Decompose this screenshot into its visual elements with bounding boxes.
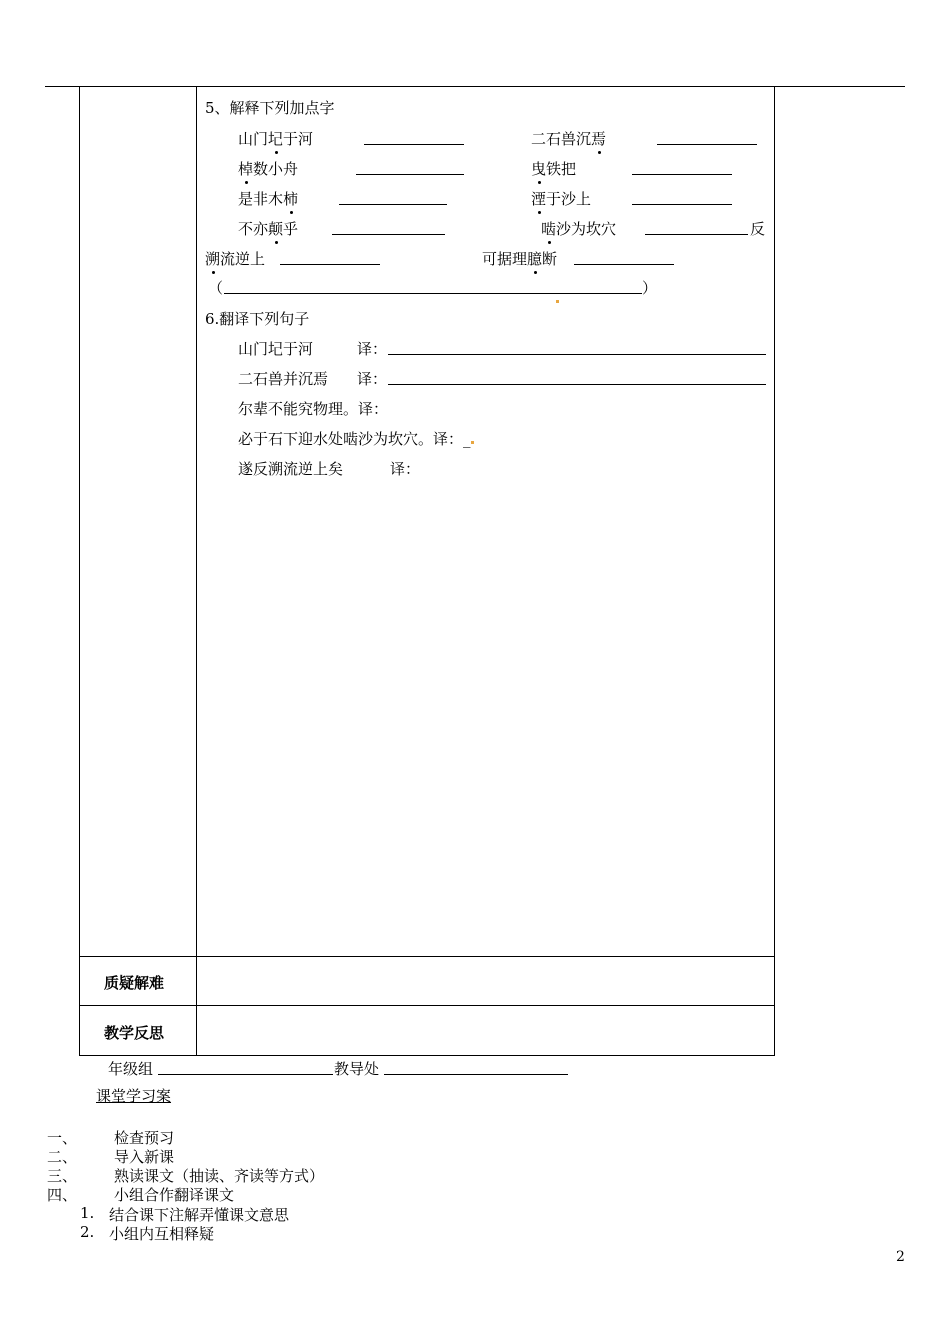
teaching-office-label: 教导处 — [334, 1060, 380, 1078]
table-row-divider — [79, 956, 775, 957]
step-text: 导入新课 — [114, 1148, 175, 1166]
edit-marker — [471, 441, 474, 444]
substep-number: 1. — [80, 1204, 95, 1222]
explain-item: 不亦颠乎 — [238, 220, 299, 238]
answer-blank[interactable] — [339, 190, 447, 205]
step-text: 检查预习 — [114, 1129, 175, 1147]
row-label-fansi: 教学反思 — [104, 1024, 165, 1042]
translate-label: 译： — [357, 370, 388, 388]
answer-blank[interactable] — [574, 250, 674, 265]
answer-blank[interactable] — [632, 190, 732, 205]
translate-label: 译： — [390, 460, 421, 478]
explain-item: 啮沙为坎穴 — [541, 220, 617, 238]
step-text: 小组合作翻译课文 — [114, 1186, 235, 1204]
answer-blank[interactable] — [332, 220, 445, 235]
plan-title: 课堂学习案 — [96, 1087, 172, 1105]
step-number: 三、 — [47, 1167, 78, 1185]
translate-sentence: 山门圮于河 — [238, 340, 314, 358]
explain-item: 溯流逆上 — [205, 250, 266, 268]
answer-blank[interactable] — [632, 160, 732, 175]
answer-blank[interactable] — [356, 160, 464, 175]
explain-item: 二石兽沉焉 — [531, 130, 607, 148]
row-label-zhiyi: 质疑解难 — [104, 974, 165, 992]
translate-label: 译： — [357, 340, 388, 358]
answer-blank[interactable] — [224, 279, 642, 294]
explain-item: 曳铁把 — [531, 160, 577, 178]
table-left-border — [79, 86, 80, 1055]
translation-blank[interactable] — [388, 340, 766, 355]
trailing-word: 反 — [750, 220, 766, 238]
table-right-border — [774, 86, 775, 1055]
header-rule — [45, 86, 905, 87]
paren-close: ） — [642, 279, 658, 297]
section6-heading: 6.翻译下列句子 — [205, 310, 310, 328]
explain-item: 是非木柿 — [238, 190, 299, 208]
edit-marker — [556, 289, 559, 307]
translate-sentence: 必于石下迎水处啮沙为坎穴。译：_ — [238, 428, 474, 449]
explain-item: 可据理臆断 — [482, 250, 558, 268]
substep-text: 结合课下注解弄懂课文意思 — [109, 1206, 290, 1224]
translate-label: 译： — [358, 400, 389, 418]
table-column-divider — [196, 86, 197, 1055]
translate-label: 译：_ — [433, 430, 471, 448]
table-bottom-border — [79, 1055, 775, 1056]
table-row-divider — [79, 1005, 775, 1006]
grade-group-label: 年级组 — [108, 1060, 154, 1078]
grade-group-blank[interactable] — [158, 1060, 333, 1075]
translate-sentence: 尔辈不能究物理。译： — [238, 400, 389, 418]
answer-blank[interactable] — [645, 220, 748, 235]
section5-heading: 5、解释下列加点字 — [205, 99, 335, 117]
answer-blank[interactable] — [657, 130, 757, 145]
teaching-office-blank[interactable] — [384, 1060, 568, 1075]
step-number: 四、 — [47, 1186, 78, 1204]
translation-blank[interactable] — [388, 370, 766, 385]
translate-sentence: 遂反溯流逆上矣 — [238, 460, 344, 478]
explain-item: 棹数小舟 — [238, 160, 299, 178]
translate-sentence: 二石兽并沉焉 — [238, 370, 329, 388]
answer-blank[interactable] — [280, 250, 380, 265]
explain-item: 湮于沙上 — [531, 190, 592, 208]
step-number: 二、 — [47, 1148, 78, 1166]
substep-text: 小组内互相释疑 — [109, 1225, 215, 1243]
paren-open: （ — [208, 279, 224, 297]
explain-item: 山门圮于河 — [238, 130, 314, 148]
substep-number: 2. — [80, 1223, 95, 1241]
answer-blank[interactable] — [364, 130, 464, 145]
step-number: 一、 — [47, 1129, 78, 1147]
step-text: 熟读课文（抽读、齐读等方式） — [114, 1167, 325, 1185]
page-number: 2 — [896, 1249, 905, 1265]
